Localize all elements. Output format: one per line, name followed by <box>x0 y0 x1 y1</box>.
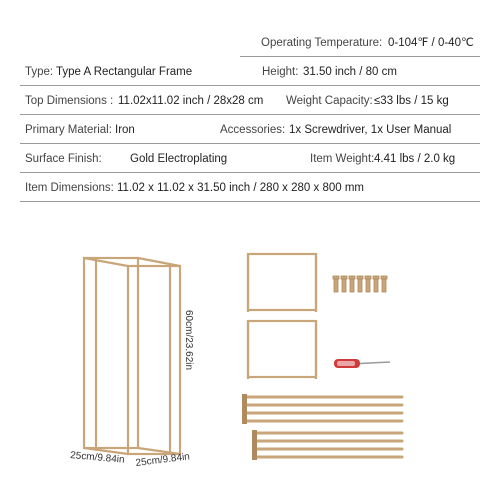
rods <box>246 397 402 457</box>
square-frame-top <box>248 254 316 312</box>
operating-temperature-label: Operating Temperature: <box>261 37 383 49</box>
height-label: Height: <box>262 66 299 78</box>
type-label: Type: <box>25 66 54 78</box>
top-dimensions-value: 11.02x11.02 inch / 28x28 cm <box>118 95 264 107</box>
divider <box>20 201 480 202</box>
surface-finish-label: Surface Finish: <box>25 153 102 165</box>
spec-row-finish-weight <box>20 144 480 173</box>
spec-row-type-height <box>20 57 480 86</box>
square-frame-bottom <box>248 321 316 379</box>
width-dimension-label-left: 25cm/9.84in <box>69 450 125 466</box>
assembled-frame <box>84 258 180 454</box>
item-weight-value: 4.41 lbs / 2.0 kg <box>374 153 456 165</box>
weight-capacity-label: Weight Capacity: <box>286 95 373 107</box>
spec-row-operating-temperature <box>20 28 480 57</box>
screws <box>333 276 387 292</box>
product-illustration <box>0 220 500 500</box>
width-dimension-label-right: 25cm/9.84in <box>135 451 191 469</box>
operating-temperature-value: 0-104℉ / 0-40℃ <box>388 37 474 49</box>
primary-material-label: Primary Material: <box>25 124 112 136</box>
accessories-value: 1x Screwdriver, 1x User Manual <box>289 124 452 136</box>
height-value: 31.50 inch / 80 cm <box>303 66 397 78</box>
surface-finish-value: Gold Electroplating <box>130 153 228 165</box>
screwdriver-icon <box>334 359 390 368</box>
item-dimensions-value: 11.02 x 11.02 x 31.50 inch / 280 x 280 x 800 mm <box>117 182 364 194</box>
top-dimensions-label: Top Dimensions : <box>25 95 114 107</box>
item-weight-label: Item Weight: <box>310 153 375 165</box>
spec-row-item-dimensions <box>20 173 480 202</box>
spec-row-top-dimensions-weight-capacity <box>20 86 480 115</box>
product-diagram <box>0 220 500 500</box>
item-dimensions-label: Item Dimensions: <box>25 182 114 194</box>
primary-material-value: Iron <box>115 124 135 136</box>
weight-capacity-value: ≤33 lbs / 15 kg <box>374 95 449 107</box>
type-value: Type A Rectangular Frame <box>56 66 193 78</box>
spec-table <box>20 28 480 204</box>
accessories-label: Accessories: <box>220 124 286 136</box>
height-dimension-label: 60cm/23.62in <box>183 310 194 371</box>
spec-row-material-accessories <box>20 115 480 144</box>
